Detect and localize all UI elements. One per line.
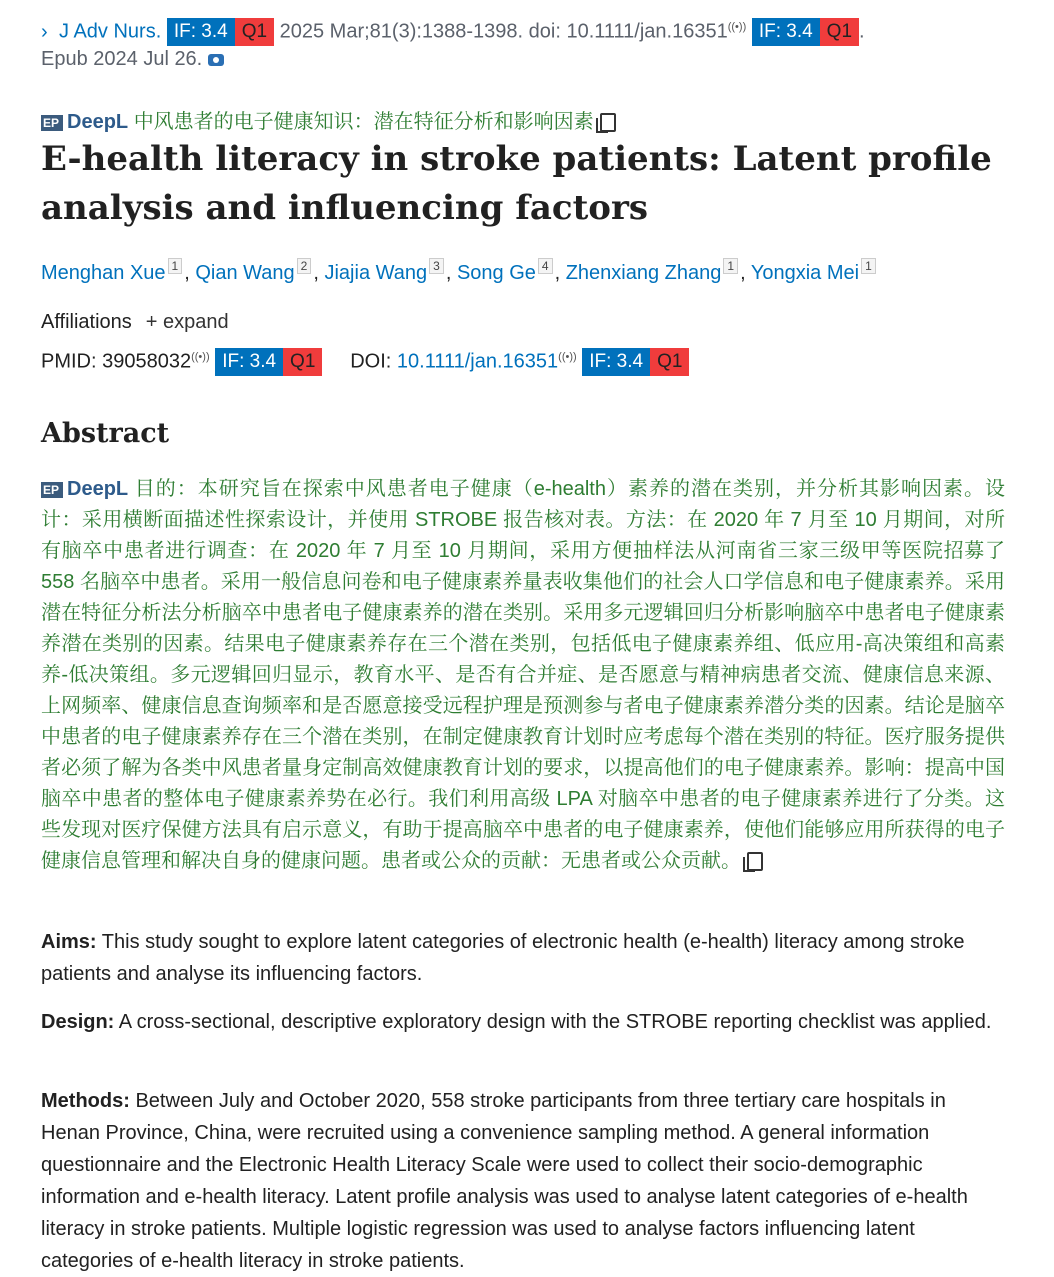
translated-abstract-text: 目的：本研究旨在探索中风患者电子健康（e-health）素养的潜在类别，并分析其影响因素。设计：采用横断面描述性探索设计，并使用 STROBE 报告核对表。方法：在 2020 年 7 月至 10 月期间，对所有脑卒中患者进行调查：在 2020 年 7 月至 10 月期间，采用方便抽样法从河南省三家三级甲等医院招募了 558 名脑卒中患者。采用一般信息问卷和电子健康素养量表收集他们的社会人口学信息和电子健康素养。采用潜在特征分析法分析脑卒中患者电子健康素养的潜在类别。采用多元逻辑回归分析影响脑卒中患者电子健康素养潜在类别的因素。结果电子健康素养存在三个潜在类别，包括低电子健康素养组、低应用-高决策组和高素养-低决策组。多元逻辑回归显示，教育水平、是否有合并症、是否愿意与精神病患者交流、健康信息来源、上网频率、健康信息查询频率和是否愿意接受远程护理是预测参与者电子健康素养潜分类的因素。结论是脑卒中患者的电子健康素养存在三个潜在类别，在制定健康教育计划时应考虑每个潜在类别的特征。医疗服务提供者必须了解为各类中风患者量身定制高效健康教育计划的要求，以提高他们的电子健康素养。影响：提高中国脑卒中患者的整体电子健康素养势在必行。我们利用高级 LPA 对脑卒中患者的电子健康素养进行了分类。这些发现对医疗保健方法具有启示意义，有助于提高脑卒中患者的电子健康素养，使他们能够应用所获得的电子健康信息管理和解决自身的健康问题。患者或公众的贡献：无患者或公众贡献。 (41, 478, 1005, 872)
deepl-label: DeepL (67, 111, 129, 133)
affiliation-ref[interactable]: 2 (297, 258, 312, 274)
translated-abstract (41, 474, 1005, 877)
section-label: Methods: (41, 1090, 130, 1112)
deepl-label: DeepL (67, 478, 129, 500)
section-label: Aims: (41, 931, 97, 953)
journal-link[interactable]: J Adv Nurs. (59, 20, 162, 43)
broadcast-icon[interactable]: ((•)) (558, 351, 577, 363)
section-label: Design: (41, 1011, 115, 1033)
author-link[interactable]: Yongxia Mei (750, 262, 860, 284)
camera-icon[interactable] (208, 54, 224, 66)
expand-button[interactable]: + expand (145, 311, 229, 333)
abstract-heading: Abstract (41, 418, 170, 449)
section-text: Between July and October 2020, 558 stroke participants from three tertiary care hospitals in Henan Province, China, were recruited using a convenience sampling method. A general information questionnaire and the Electronic Health Literacy Scale were used to collect their socio-demographic information and e-health literacy. Latent profile analysis was used to analyse latent categories of e-health literacy in stroke patients. Multiple logistic regression was used to analyse factors influencing latent categories of e-health literacy in stroke patients. (41, 1090, 968, 1272)
affiliations-toggle[interactable] (41, 308, 229, 336)
author-link[interactable]: Jiajia Wang (324, 262, 428, 284)
author-list: Menghan Xue 1 , Qian Wang 2 , Jiajia Wang 3 , Song Ge 4 , Zhenxiang Zhang 1 , Yongxia Mei 1 (41, 258, 878, 288)
citation-date: 2025 Mar;81(3):1388-1398. doi: 10.1111/jan.16351 (279, 20, 728, 43)
abstract-design (41, 1006, 1001, 1038)
epub-date: Epub 2024 Jul 26. (41, 48, 224, 71)
broadcast-icon[interactable]: ((•)) (727, 21, 747, 33)
pmid-label: PMID: (41, 350, 97, 373)
citation-line: › J Adv Nurs. IF: 3.4 Q1 2025 Mar;81(3):1388-1398. doi: 10.1111/jan.16351((•)) IF: 3.4 Q1 . (41, 12, 1021, 47)
impact-factor-badge: IF: 3.4 Q1 (582, 348, 689, 376)
author-link[interactable]: Qian Wang (195, 262, 295, 284)
section-text: A cross-sectional, descriptive exploratory design with the STROBE reporting checklist was applied. (118, 1011, 992, 1033)
copy-icon[interactable] (600, 113, 616, 132)
doi-label: DOI: (350, 350, 392, 373)
doi-link[interactable]: 10.1111/jan.16351 (396, 350, 559, 373)
abstract-aims (41, 926, 1001, 990)
identifiers (41, 342, 689, 377)
deepl-icon (41, 115, 63, 131)
translated-title (41, 108, 616, 136)
deepl-icon (41, 482, 63, 498)
affiliation-ref[interactable]: 1 (723, 258, 738, 274)
author-link[interactable]: Menghan Xue (41, 262, 166, 284)
abstract-methods (41, 1085, 1001, 1277)
section-text: This study sought to explore latent categories of electronic health (e-health) literacy among stroke patients and analyse its influencing factors. (41, 931, 965, 985)
article-title: E-health literacy in stroke patients: Latent profile analysis and influencing factors (41, 139, 992, 228)
copy-icon[interactable] (747, 852, 763, 871)
translated-title-text: 中风患者的电子健康知识：潜在特征分析和影响因素 (133, 111, 594, 133)
broadcast-icon[interactable]: ((•)) (191, 351, 210, 363)
impact-factor-badge: IF: 3.4 Q1 (215, 348, 322, 376)
author-link[interactable]: Zhenxiang Zhang (565, 262, 722, 284)
impact-factor-badge: IF: 3.4 Q1 (167, 18, 274, 46)
author-link[interactable]: Song Ge (456, 262, 536, 284)
pmid-value: 39058032 (102, 350, 192, 373)
chevron-right-icon[interactable]: › (41, 20, 48, 43)
affiliation-ref[interactable]: 1 (168, 258, 183, 274)
affiliation-ref[interactable]: 4 (538, 258, 553, 274)
impact-factor-badge-2: IF: 3.4 Q1 (752, 18, 859, 46)
affiliation-ref[interactable]: 1 (861, 258, 876, 274)
affiliations-label: Affiliations (41, 311, 132, 333)
affiliation-ref[interactable]: 3 (429, 258, 444, 274)
